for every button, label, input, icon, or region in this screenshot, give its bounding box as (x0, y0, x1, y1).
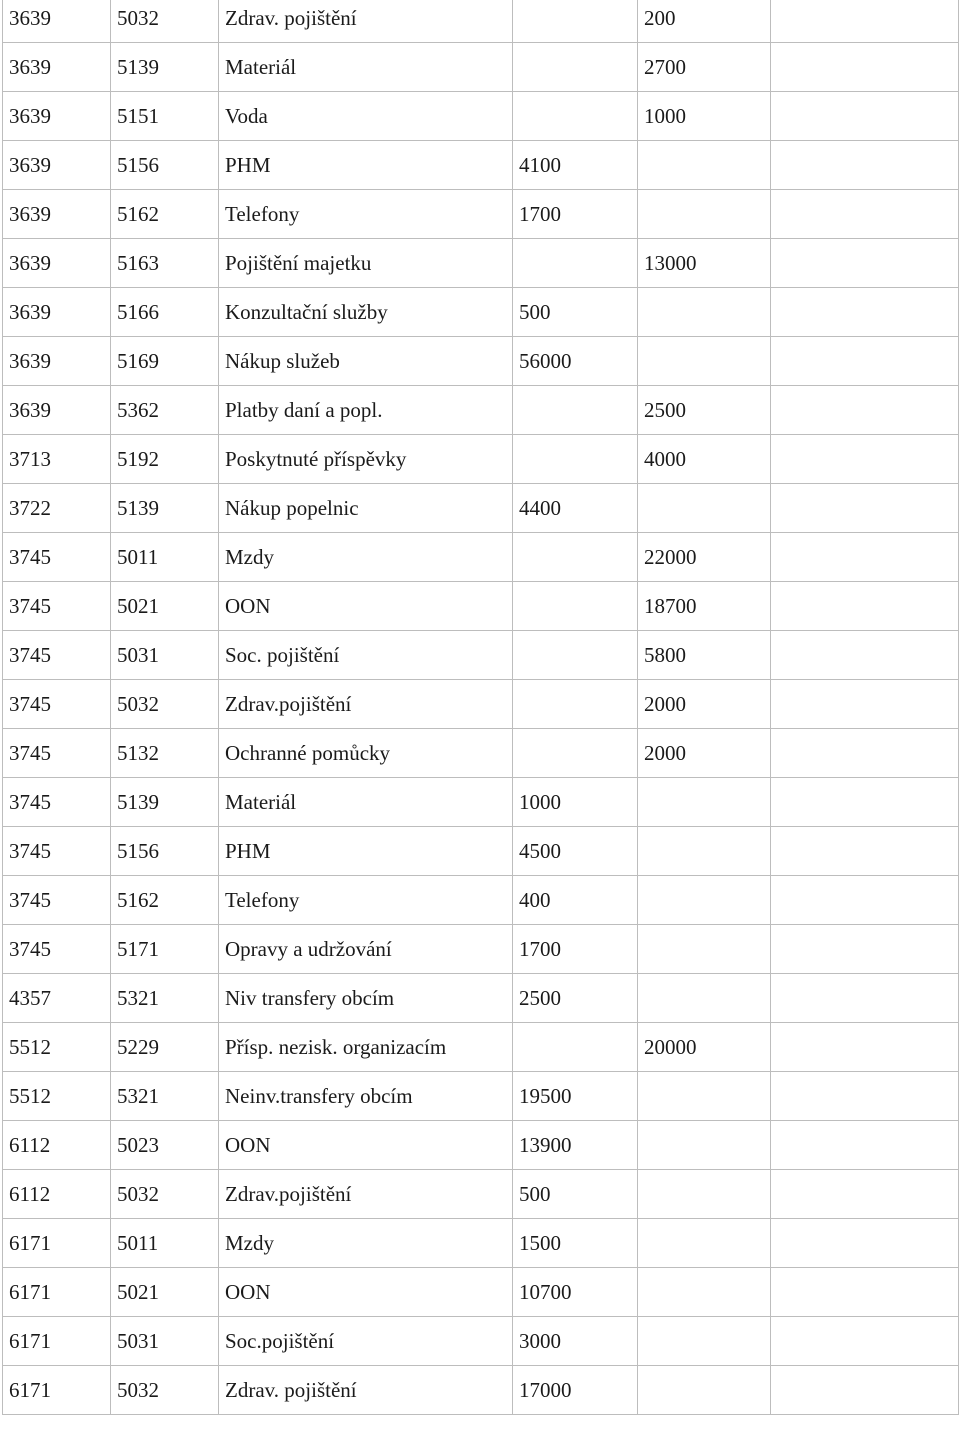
amount-b-cell (638, 288, 771, 337)
item-text-cell: Telefony (219, 190, 513, 239)
table-row (3, 729, 959, 778)
amount-b-cell (638, 974, 771, 1023)
amount-b-cell (638, 1268, 771, 1317)
polozka-cell: 5139 (111, 484, 219, 533)
amount-a-cell (513, 43, 638, 92)
paragraf-cell: 3639 (3, 239, 111, 288)
amount-b-cell: 18700 (638, 582, 771, 631)
amount-c-cell (771, 1268, 959, 1317)
table-row (3, 337, 959, 386)
amount-a-cell: 1000 (513, 778, 638, 827)
table-row (3, 1072, 959, 1121)
paragraf-cell: 6112 (3, 1121, 111, 1170)
amount-a-cell: 17000 (513, 1366, 638, 1415)
polozka-cell: 5156 (111, 141, 219, 190)
amount-c-cell (771, 778, 959, 827)
paragraf-cell: 3713 (3, 435, 111, 484)
amount-c-cell (771, 680, 959, 729)
amount-b-cell: 22000 (638, 533, 771, 582)
polozka-cell: 5021 (111, 1268, 219, 1317)
item-text-cell: Nákup služeb (219, 337, 513, 386)
amount-a-cell (513, 533, 638, 582)
polozka-cell: 5163 (111, 239, 219, 288)
item-text-cell: OON (219, 582, 513, 631)
table-row (3, 778, 959, 827)
amount-a-cell (513, 0, 638, 43)
amount-a-cell (513, 92, 638, 141)
amount-c-cell (771, 1366, 959, 1415)
table-row (3, 190, 959, 239)
paragraf-cell: 3639 (3, 92, 111, 141)
amount-b-cell: 2000 (638, 680, 771, 729)
paragraf-cell: 3745 (3, 925, 111, 974)
polozka-cell: 5156 (111, 827, 219, 876)
polozka-cell: 5321 (111, 974, 219, 1023)
polozka-cell: 5032 (111, 1170, 219, 1219)
amount-c-cell (771, 43, 959, 92)
amount-b-cell (638, 778, 771, 827)
amount-b-cell (638, 190, 771, 239)
polozka-cell: 5023 (111, 1121, 219, 1170)
amount-a-cell: 2500 (513, 974, 638, 1023)
paragraf-cell: 3745 (3, 729, 111, 778)
polozka-cell: 5132 (111, 729, 219, 778)
paragraf-cell: 3639 (3, 386, 111, 435)
polozka-cell: 5162 (111, 190, 219, 239)
amount-b-cell (638, 337, 771, 386)
paragraf-cell: 5512 (3, 1023, 111, 1072)
table-row (3, 386, 959, 435)
polozka-cell: 5229 (111, 1023, 219, 1072)
amount-c-cell (771, 0, 959, 43)
amount-c-cell (771, 876, 959, 925)
item-text-cell: Platby daní a popl. (219, 386, 513, 435)
item-text-cell: Soc.pojištění (219, 1317, 513, 1366)
polozka-cell: 5362 (111, 386, 219, 435)
polozka-cell: 5139 (111, 778, 219, 827)
budget-table-body (3, 0, 959, 1415)
item-text-cell: Ochranné pomůcky (219, 729, 513, 778)
item-text-cell: Konzultační služby (219, 288, 513, 337)
item-text-cell: Zdrav. pojištění (219, 1366, 513, 1415)
amount-a-cell: 10700 (513, 1268, 638, 1317)
polozka-cell: 5162 (111, 876, 219, 925)
amount-a-cell (513, 680, 638, 729)
amount-b-cell (638, 1170, 771, 1219)
amount-c-cell (771, 484, 959, 533)
paragraf-cell: 5512 (3, 1072, 111, 1121)
polozka-cell: 5032 (111, 680, 219, 729)
paragraf-cell: 6171 (3, 1268, 111, 1317)
polozka-cell: 5031 (111, 1317, 219, 1366)
amount-a-cell: 4100 (513, 141, 638, 190)
paragraf-cell: 3745 (3, 680, 111, 729)
table-row (3, 876, 959, 925)
table-row (3, 1219, 959, 1268)
paragraf-cell: 6171 (3, 1366, 111, 1415)
table-row (3, 43, 959, 92)
amount-c-cell (771, 337, 959, 386)
amount-c-cell (771, 1023, 959, 1072)
amount-c-cell (771, 974, 959, 1023)
amount-b-cell: 5800 (638, 631, 771, 680)
paragraf-cell: 3745 (3, 582, 111, 631)
amount-c-cell (771, 435, 959, 484)
amount-b-cell: 2700 (638, 43, 771, 92)
polozka-cell: 5321 (111, 1072, 219, 1121)
paragraf-cell: 3639 (3, 337, 111, 386)
table-row (3, 1366, 959, 1415)
item-text-cell: OON (219, 1268, 513, 1317)
amount-c-cell (771, 1121, 959, 1170)
amount-b-cell: 2500 (638, 386, 771, 435)
amount-a-cell: 4500 (513, 827, 638, 876)
item-text-cell: Niv transfery obcím (219, 974, 513, 1023)
polozka-cell: 5169 (111, 337, 219, 386)
amount-a-cell: 19500 (513, 1072, 638, 1121)
amount-c-cell (771, 1219, 959, 1268)
amount-b-cell (638, 1317, 771, 1366)
polozka-cell: 5032 (111, 0, 219, 43)
table-row (3, 680, 959, 729)
paragraf-cell: 3639 (3, 43, 111, 92)
amount-b-cell (638, 827, 771, 876)
item-text-cell: Zdrav. pojištění (219, 0, 513, 43)
amount-a-cell (513, 239, 638, 288)
polozka-cell: 5031 (111, 631, 219, 680)
amount-c-cell (771, 533, 959, 582)
item-text-cell: OON (219, 1121, 513, 1170)
amount-c-cell (771, 925, 959, 974)
paragraf-cell: 3639 (3, 190, 111, 239)
amount-b-cell: 4000 (638, 435, 771, 484)
amount-b-cell: 13000 (638, 239, 771, 288)
amount-c-cell (771, 288, 959, 337)
amount-b-cell (638, 1121, 771, 1170)
item-text-cell: Telefony (219, 876, 513, 925)
table-row (3, 288, 959, 337)
amount-a-cell: 13900 (513, 1121, 638, 1170)
item-text-cell: Přísp. nezisk. organizacím (219, 1023, 513, 1072)
paragraf-cell: 6112 (3, 1170, 111, 1219)
amount-a-cell (513, 729, 638, 778)
amount-a-cell: 500 (513, 288, 638, 337)
amount-b-cell: 1000 (638, 92, 771, 141)
paragraf-cell: 6171 (3, 1317, 111, 1366)
polozka-cell: 5032 (111, 1366, 219, 1415)
amount-c-cell (771, 190, 959, 239)
amount-a-cell: 1500 (513, 1219, 638, 1268)
item-text-cell: Zdrav.pojištění (219, 680, 513, 729)
table-row (3, 1121, 959, 1170)
item-text-cell: PHM (219, 141, 513, 190)
table-row (3, 1317, 959, 1366)
budget-table (2, 0, 959, 1415)
table-row (3, 0, 959, 43)
amount-a-cell (513, 1023, 638, 1072)
amount-a-cell: 4400 (513, 484, 638, 533)
paragraf-cell: 3745 (3, 827, 111, 876)
amount-c-cell (771, 582, 959, 631)
table-row (3, 92, 959, 141)
item-text-cell: Neinv.transfery obcím (219, 1072, 513, 1121)
amount-a-cell (513, 435, 638, 484)
polozka-cell: 5171 (111, 925, 219, 974)
item-text-cell: Zdrav.pojištění (219, 1170, 513, 1219)
polozka-cell: 5151 (111, 92, 219, 141)
polozka-cell: 5011 (111, 533, 219, 582)
amount-b-cell (638, 1072, 771, 1121)
polozka-cell: 5166 (111, 288, 219, 337)
table-row (3, 239, 959, 288)
amount-b-cell (638, 484, 771, 533)
table-row (3, 1268, 959, 1317)
table-row (3, 925, 959, 974)
table-row (3, 484, 959, 533)
polozka-cell: 5021 (111, 582, 219, 631)
table-row (3, 435, 959, 484)
item-text-cell: Poskytnuté příspěvky (219, 435, 513, 484)
amount-c-cell (771, 239, 959, 288)
paragraf-cell: 3745 (3, 778, 111, 827)
amount-a-cell (513, 582, 638, 631)
amount-c-cell (771, 1072, 959, 1121)
paragraf-cell: 6171 (3, 1219, 111, 1268)
amount-b-cell (638, 1366, 771, 1415)
amount-c-cell (771, 386, 959, 435)
item-text-cell: Soc. pojištění (219, 631, 513, 680)
table-row (3, 827, 959, 876)
paragraf-cell: 3745 (3, 631, 111, 680)
paragraf-cell: 3639 (3, 0, 111, 43)
table-row (3, 1023, 959, 1072)
item-text-cell: Materiál (219, 778, 513, 827)
item-text-cell: Mzdy (219, 533, 513, 582)
table-row (3, 582, 959, 631)
item-text-cell: Nákup popelnic (219, 484, 513, 533)
amount-a-cell: 400 (513, 876, 638, 925)
amount-c-cell (771, 92, 959, 141)
amount-b-cell: 2000 (638, 729, 771, 778)
amount-c-cell (771, 1170, 959, 1219)
amount-a-cell: 56000 (513, 337, 638, 386)
amount-b-cell (638, 141, 771, 190)
item-text-cell: Opravy a udržování (219, 925, 513, 974)
amount-a-cell (513, 386, 638, 435)
amount-a-cell: 500 (513, 1170, 638, 1219)
item-text-cell: Materiál (219, 43, 513, 92)
polozka-cell: 5011 (111, 1219, 219, 1268)
paragraf-cell: 3639 (3, 141, 111, 190)
item-text-cell: PHM (219, 827, 513, 876)
paragraf-cell: 3639 (3, 288, 111, 337)
amount-c-cell (771, 1317, 959, 1366)
paragraf-cell: 4357 (3, 974, 111, 1023)
amount-b-cell (638, 876, 771, 925)
amount-c-cell (771, 631, 959, 680)
amount-b-cell: 20000 (638, 1023, 771, 1072)
polozka-cell: 5139 (111, 43, 219, 92)
table-row (3, 141, 959, 190)
amount-a-cell: 1700 (513, 925, 638, 974)
table-row (3, 631, 959, 680)
amount-a-cell (513, 631, 638, 680)
amount-c-cell (771, 827, 959, 876)
paragraf-cell: 3745 (3, 533, 111, 582)
amount-a-cell: 3000 (513, 1317, 638, 1366)
paragraf-cell: 3745 (3, 876, 111, 925)
paragraf-cell: 3722 (3, 484, 111, 533)
amount-b-cell (638, 1219, 771, 1268)
amount-c-cell (771, 729, 959, 778)
item-text-cell: Mzdy (219, 1219, 513, 1268)
item-text-cell: Voda (219, 92, 513, 141)
polozka-cell: 5192 (111, 435, 219, 484)
amount-c-cell (771, 141, 959, 190)
table-row (3, 974, 959, 1023)
amount-b-cell (638, 925, 771, 974)
item-text-cell: Pojištění majetku (219, 239, 513, 288)
amount-b-cell: 200 (638, 0, 771, 43)
amount-a-cell: 1700 (513, 190, 638, 239)
table-row (3, 1170, 959, 1219)
table-row (3, 533, 959, 582)
